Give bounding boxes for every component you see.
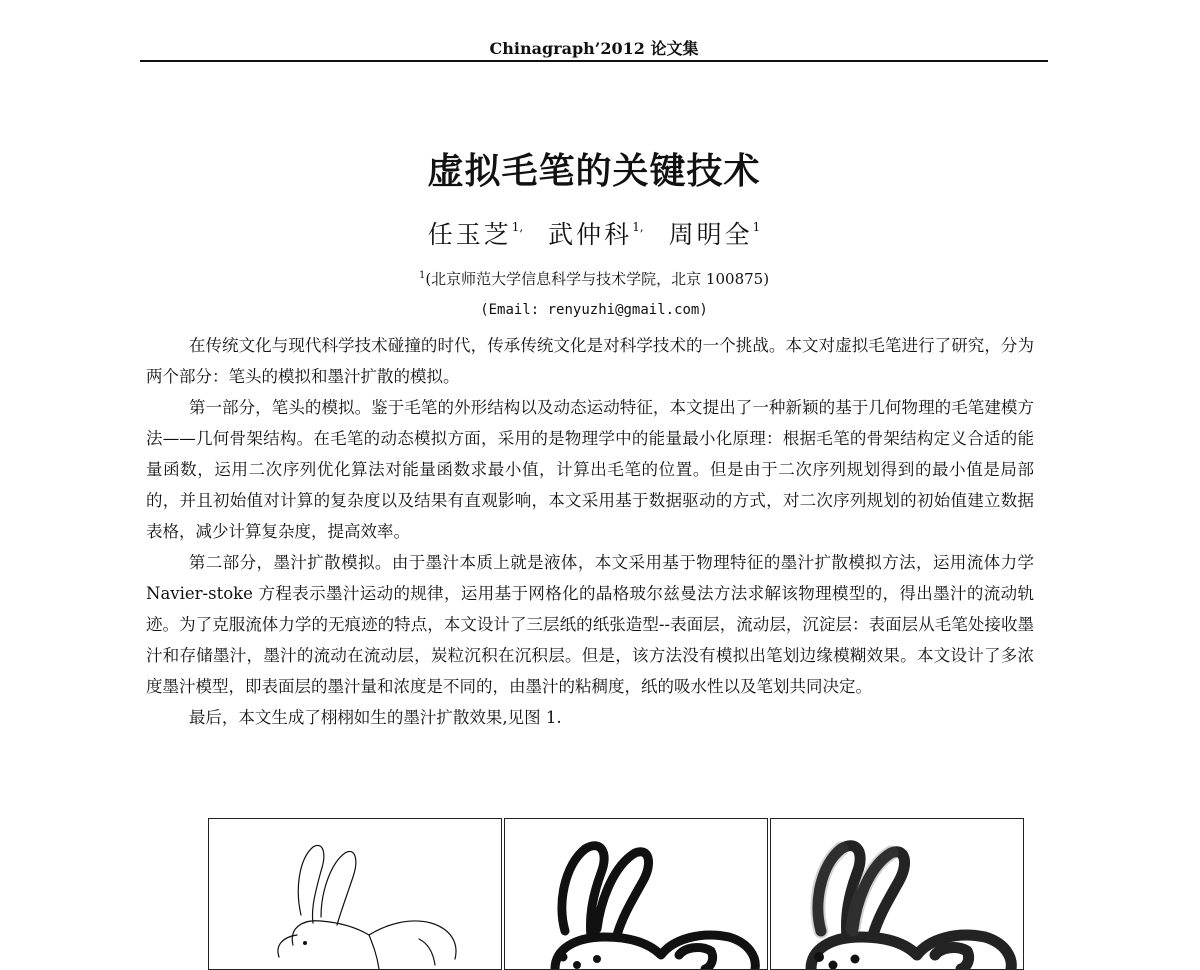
abstract-body — [146, 330, 1034, 733]
rabbit-ink-panel — [504, 818, 768, 970]
author-name: 任玉芝 — [427, 220, 512, 249]
ink-dot — [573, 961, 581, 969]
paper-title: 虚拟毛笔的关键技术 — [427, 151, 761, 192]
rabbit-diffused-ink-drawing — [771, 819, 1023, 969]
rabbit-eye — [303, 941, 307, 945]
rabbit-diffused-ink-panel — [770, 818, 1024, 970]
affil-mark: 1, — [511, 220, 524, 234]
affiliation-text: (北京师范大学信息科学与技术学院，北京 100875) — [425, 270, 770, 288]
author-2 — [548, 220, 657, 249]
affiliation — [140, 268, 1048, 289]
author-list — [140, 215, 1048, 251]
author-email: (Email: renyuzhi@gmail.com) — [480, 302, 708, 318]
header-rule — [140, 60, 1048, 62]
paragraph-intro: 在传统文化与现代科学技术碰撞的时代，传承传统文化是对科学技术的一个挑战。本文对虚拟毛笔进行了研究，分为两个部分：笔头的模拟和墨汁扩散的模拟。 — [146, 336, 1034, 386]
ink-dot — [814, 952, 824, 962]
rabbit-outline-drawing — [209, 819, 501, 969]
rabbit-outline-panel — [208, 818, 502, 970]
ink-dot — [829, 961, 838, 970]
ink-dot — [593, 955, 601, 963]
paragraph-brush-head: 第一部分，笔头的模拟。鉴于毛笔的外形结构以及动态运动特征，本文提出了一种新颖的基于几何物理的毛笔建模方法——几何骨架结构。在毛笔的动态模拟方面，采用的是物理学中的能量最小化原理：根据毛笔的骨架结构定义合适的能量函数，运用二次序列优化算法对能量函数求最小值，计算出毛笔的位置。但是由于二次序列规划得到的最小值是局部的，并且初始值对计算的复杂度以及结果有直观影响，本文采用基于数据驱动的方式，对二次序列规划的初始值建立数据表格，减少计算复杂度，提高效率。 — [146, 398, 1034, 541]
author-1 — [428, 220, 537, 249]
affil-mark: 1 — [752, 220, 761, 234]
paragraph-conclusion: 最后，本文生成了栩栩如生的墨汁扩散效果,见图 1. — [188, 708, 562, 727]
affiliation-mark: 1 — [418, 270, 426, 281]
rabbit-ink-drawing — [505, 819, 767, 969]
affil-mark: 1, — [632, 220, 644, 234]
ink-dot — [559, 953, 568, 962]
ink-dot — [851, 955, 860, 964]
author-name: 周明全 — [668, 220, 753, 249]
author-name: 武仲科 — [548, 220, 633, 249]
running-head: Chinagraph’2012 论文集 — [489, 39, 699, 58]
paragraph-ink-diffusion: 第二部分，墨汁扩散模拟。由于墨汁本质上就是液体，本文采用基于物理特征的墨汁扩散模拟方法，运用流体力学 Navier-stoke 方程表示墨汁运动的规律，运用基于网格化的晶格玻尔兹曼法方法求解该物理模型的，得出墨汁的流动轨迹。为了克服流体力学的无痕迹的特点，本文设计了三层纸的纸张造型--表面层，流动层，沉淀层：表面层从毛笔处接收墨汁和存储墨汁，墨汁的流动在流动层，炭粒沉积在沉积层。但是，该方法没有模拟出笔划边缘模糊效果。本文设计了多浓度墨汁模型，即表面层的墨汁量和浓度是不同的，由墨汁的粘稠度，纸的吸水性以及笔划共同决定。 — [146, 553, 1034, 696]
author-3 — [669, 220, 761, 249]
